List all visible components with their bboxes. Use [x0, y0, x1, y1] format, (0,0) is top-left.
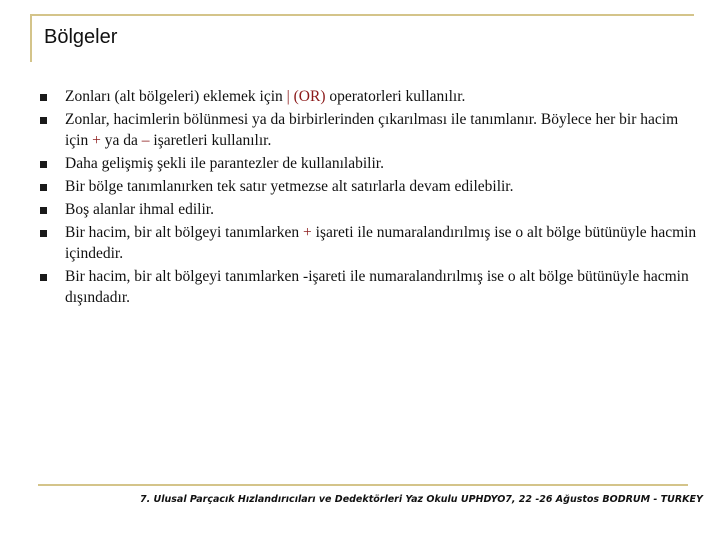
title-frame-top-rule	[30, 14, 694, 16]
square-bullet-icon	[40, 161, 47, 168]
bullet-item	[38, 222, 698, 264]
bullet-text: Bir hacim, bir alt bölgeyi tanımlarken	[65, 224, 304, 241]
bullet-text: Boş alanlar ihmal edilir.	[65, 201, 214, 218]
footer-text: 7. Ulusal Parçacık Hızlandırıcıları ve Dedektörleri Yaz Okulu UPHDYO7, 22 -26 Ağustos BODRUM - TURKEY	[140, 494, 703, 505]
bullet-text: Daha gelişmiş şekli ile parantezler de kullanılabilir.	[65, 155, 384, 172]
square-bullet-icon	[40, 184, 47, 191]
title-frame-left-rule	[30, 14, 32, 62]
bullet-item	[38, 86, 698, 107]
highlight-text: +	[92, 132, 101, 149]
bullet-text: ya da	[100, 132, 142, 149]
square-bullet-icon	[40, 230, 47, 237]
bullet-text: işareti ile numaralandırılmış ise o alt bölge bütünüyle hacmin içindedir.	[65, 224, 697, 262]
slide-title: Bölgeler	[44, 26, 118, 48]
bullet-item	[38, 153, 698, 174]
bullet-text: işaretleri kullanılır.	[149, 132, 272, 149]
bullet-text: Zonlar, hacimlerin bölünmesi ya da birbirlerinden çıkarılması ile tanımlanır. Böylece her bir hacim için	[65, 111, 679, 149]
highlight-text: –	[141, 132, 150, 149]
highlight-text: +	[303, 224, 312, 241]
square-bullet-icon	[40, 207, 47, 214]
square-bullet-icon	[40, 117, 47, 124]
bullet-item	[38, 266, 698, 308]
square-bullet-icon	[40, 94, 47, 101]
bullet-text: Bir hacim, bir alt bölgeyi tanımlarken -işareti ile numaralandırılmış ise o alt bölge bütünüyle hacmin dışındadır.	[65, 268, 689, 306]
bullet-text: Zonları (alt bölgeleri) eklemek için	[65, 88, 287, 105]
bullet-text: Bir bölge tanımlanırken tek satır yetmezse alt satırlarla devam edilebilir.	[65, 178, 514, 195]
bullet-item	[38, 176, 698, 197]
square-bullet-icon	[40, 274, 47, 281]
highlight-text: | (OR)	[286, 88, 326, 105]
footer-rule	[38, 484, 688, 486]
bullet-item	[38, 109, 698, 151]
bullet-list	[38, 86, 698, 310]
bullet-text: operatorleri kullanılır.	[325, 88, 466, 105]
bullet-item	[38, 199, 698, 220]
